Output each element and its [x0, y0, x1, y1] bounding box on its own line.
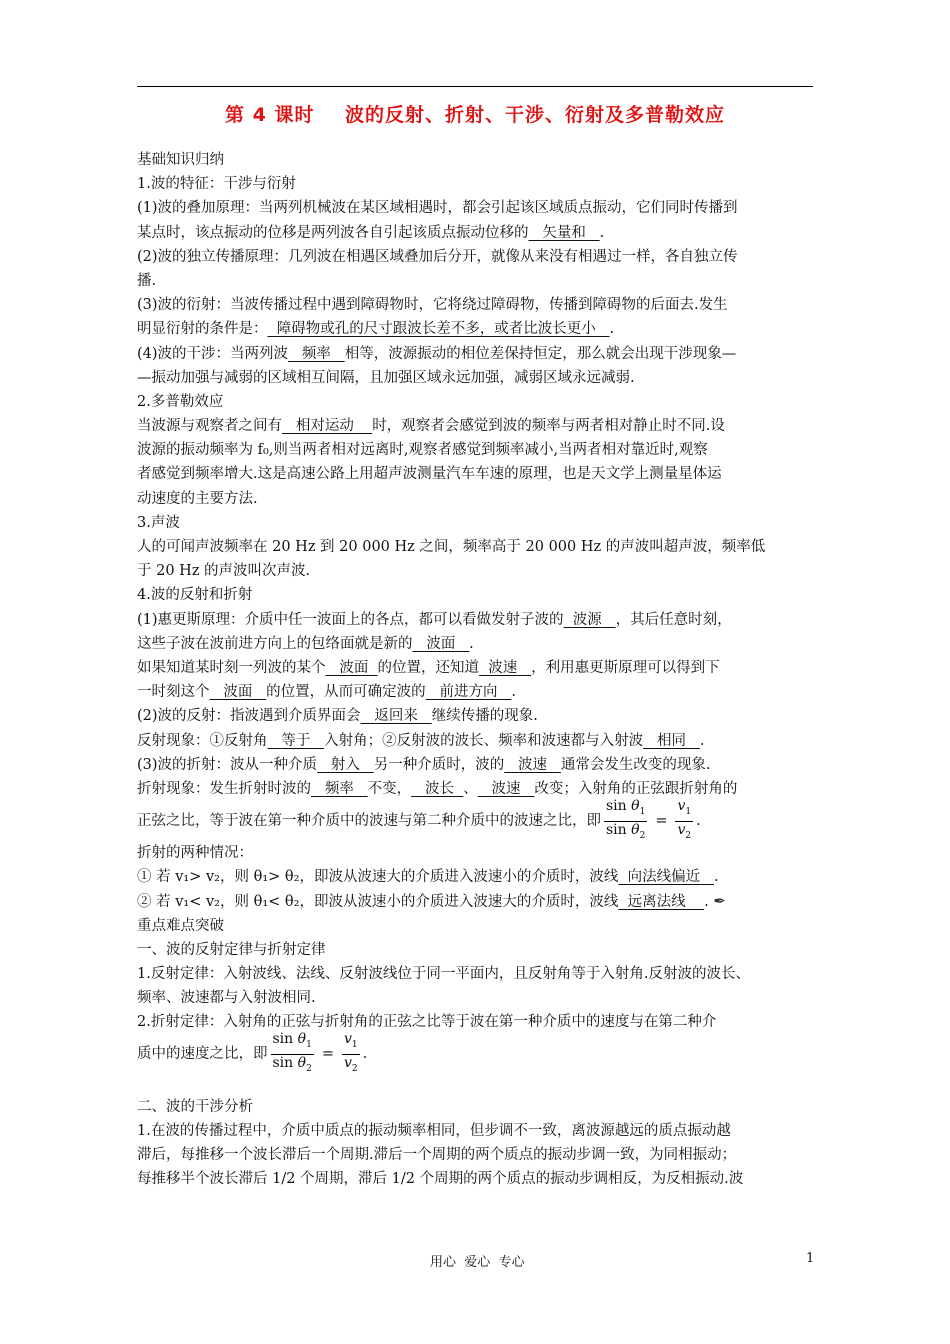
- text-line: 如果知道某时刻一列波的某个 波面 的位置，还知道 波速 ，利用惠更斯原理可以得到下: [137, 659, 720, 676]
- answer-blank: 远离法线: [627, 894, 686, 911]
- text-line: (4)波的干涉：当两列波 频率 相等，波源振动的相位差保持恒定，那么就会出现干涉现象—: [137, 345, 737, 362]
- page-number: 1: [806, 1251, 815, 1266]
- text-line: 4.波的反射和折射: [137, 587, 253, 604]
- text-line: (1)波的叠加原理：当两列机械波在某区域相遇时，都会引起该区域质点振动，它们同时传播到: [137, 200, 738, 217]
- text-line: ② 若 v₁< v₂，则 θ₁< θ₂，即波从波速小的介质进入波速大的介质时，波线 远离法线 . ✒: [137, 892, 726, 911]
- section-heading: 重点难点突破: [137, 917, 224, 934]
- section-heading: 二、波的干涉分析: [137, 1098, 253, 1115]
- text-line: 于 20 Hz 的声波叫次声波.: [137, 563, 311, 580]
- text-line: 人的可闻声波频率在 20 Hz 到 20 000 Hz 之间，频率高于 20 000 Hz 的声波叫超声波，频率低: [137, 539, 766, 555]
- text-line: (1)惠更斯原理：介质中任一波面上的各点，都可以看做发射子波的 波源 ，其后任意时刻，: [137, 611, 732, 628]
- answer-blank: 波面: [223, 684, 253, 701]
- formula-line: 质中的速度之比，即 $\frac{\sin \theta_1}{\sin \theta_2}$ = $\frac{v_1}{v_2}$ .: [137, 1035, 817, 1075]
- answer-blank: 等于: [281, 732, 311, 749]
- answer-blank: 相对运动: [295, 418, 354, 435]
- formula-v-ratio: $\frac{v_1}{v_2}$: [343, 1031, 358, 1074]
- formula-v-ratio: $\frac{v_1}{v_2}$: [677, 797, 692, 841]
- text-line: 2.折射定律：入射角的正弦与折射角的正弦之比等于波在第一种介质中的速度与在第二种介: [137, 1014, 717, 1031]
- text-line: 1.反射定律：入射波线、法线、反射波线位于同一平面内，且反射角等于入射角.反射波的波长、: [137, 966, 750, 982]
- answer-blank: 波面: [339, 659, 369, 676]
- text-line: 2.多普勒效应: [137, 393, 224, 410]
- answer-blank: 返回来: [374, 708, 418, 725]
- text-line: 滞后，每推移一个波长滞后一个周期.滞后一个周期的两个质点的振动步调一致，为同相振动；: [137, 1146, 737, 1163]
- text-line: 波源的振动频率为 f₀,则当两者相对远离时,观察者感觉到频率减小,当两者相对靠近时,观察: [137, 442, 708, 459]
- text-line: 者感觉到频率增大.这是高速公路上用超声波测量汽车车速的原理，也是天文学上测量星体运: [137, 466, 722, 483]
- text-line: 一、波的反射定律与折射定律: [137, 941, 326, 958]
- text-line: 某点时，该点振动的位移是两列波各自引起该质点振动位移的 矢量和 .: [137, 224, 605, 241]
- answer-blank: 频率: [324, 780, 354, 797]
- formula-line: 正弦之比，等于波在第一种介质中的波速与第二种介质中的波速之比，即 $\frac{\sin \theta_1}{\sin \theta_2}$ = $\frac{v_1}{v_2}$ .: [137, 801, 817, 841]
- text-line: 每推移半个波长滞后 1/2 个周期，滞后 1/2 个周期的两个质点的振动步调相反，为反相振动.波: [137, 1171, 744, 1188]
- answer-blank: 前进方向: [439, 684, 498, 701]
- answer-blank: 波面: [426, 635, 456, 652]
- text-line: 折射的两种情况：: [137, 845, 253, 862]
- answer-blank: 向法线偏近: [627, 869, 701, 886]
- text-line: 这些子波在波前进方向上的包络面就是新的 波面 .: [137, 635, 474, 652]
- text-line: 明显衍射的条件是： 障碍物或孔的尺寸跟波长差不多，或者比波长更小 .: [137, 321, 615, 338]
- scribble-mark-icon: ✒: [713, 892, 726, 911]
- text-line: (2)波的反射：指波遇到介质界面会 返回来 继续传播的现象.: [137, 708, 538, 725]
- text-line: 反射现象：①反射角 等于 入射角；②反射波的波长、频率和波速都与入射波 相同 .: [137, 732, 705, 749]
- page-title: 第 4 课时 波的反射、折射、干涉、衍射及多普勒效应: [225, 104, 725, 126]
- answer-blank: 频率: [301, 345, 331, 362]
- answer-blank: 射入: [330, 756, 360, 773]
- header-rule: [137, 86, 813, 87]
- text-line: 1.波的特征：干涉与衍射: [137, 176, 296, 193]
- text-line: (3)波的折射：波从一种介质 射入 另一种介质时，波的 波速 通常会发生改变的现象.: [137, 756, 711, 773]
- answer-blank: 相同: [656, 732, 686, 749]
- text-line: 频率、波速都与入射波相同.: [137, 990, 316, 1007]
- text-line: 当波源与观察者之间有 相对运动 时，观察者会感觉到波的频率与两者相对静止时不同.设: [137, 418, 725, 435]
- text-line: —振动加强与减弱的区域相互间隔，且加强区域永远加强，减弱区域永远减弱.: [137, 369, 635, 386]
- answer-blank: 障碍物或孔的尺寸跟波长差不多，或者比波长更小: [276, 321, 596, 338]
- answer-blank: 波速: [488, 659, 518, 676]
- footer-text: 用心 爱心 专心: [430, 1255, 525, 1270]
- answer-blank: 波速: [518, 756, 548, 773]
- answer-blank: 矢量和: [542, 224, 586, 241]
- text-line: (3)波的衍射：当波传播过程中遇到障碍物时，它将绕过障碍物，传播到障碍物的后面去.发生: [137, 297, 728, 314]
- text-line: 折射现象：发生折射时波的 频率 不变， 波长 、 波速 改变；入射角的正弦跟折射角的: [137, 780, 738, 797]
- text-line: 一时刻这个 波面 的位置，从而可确定波的 前进方向 .: [137, 684, 516, 701]
- answer-blank: 波源: [572, 611, 602, 628]
- text-line: 3.声波: [137, 514, 180, 531]
- formula-sin-ratio: $\frac{\sin \theta_1}{\sin \theta_2}$: [272, 1031, 312, 1074]
- text-line: 播.: [137, 272, 157, 289]
- answer-blank: 波长: [424, 780, 454, 797]
- answer-blank: 波速: [491, 780, 521, 797]
- formula-sin-ratio: $\frac{\sin \theta_1}{\sin \theta_2}$: [606, 797, 646, 841]
- document-body: [137, 148, 817, 1191]
- text-line: 动速度的主要方法.: [137, 490, 258, 507]
- text-line: ① 若 v₁> v₂，则 θ₁> θ₂，即波从波速大的介质进入波速小的介质时，波线 向法线偏近 .: [137, 869, 719, 886]
- text-line: (2)波的独立传播原理：几列波在相遇区域叠加后分开，就像从来没有相遇过一样，各自独立传: [137, 248, 738, 265]
- text-line: 1.在波的传播过程中，介质中质点的振动频率相同，但步调不一致，离波源越远的质点振动越: [137, 1122, 731, 1139]
- section-heading: 基础知识归纳: [137, 152, 224, 168]
